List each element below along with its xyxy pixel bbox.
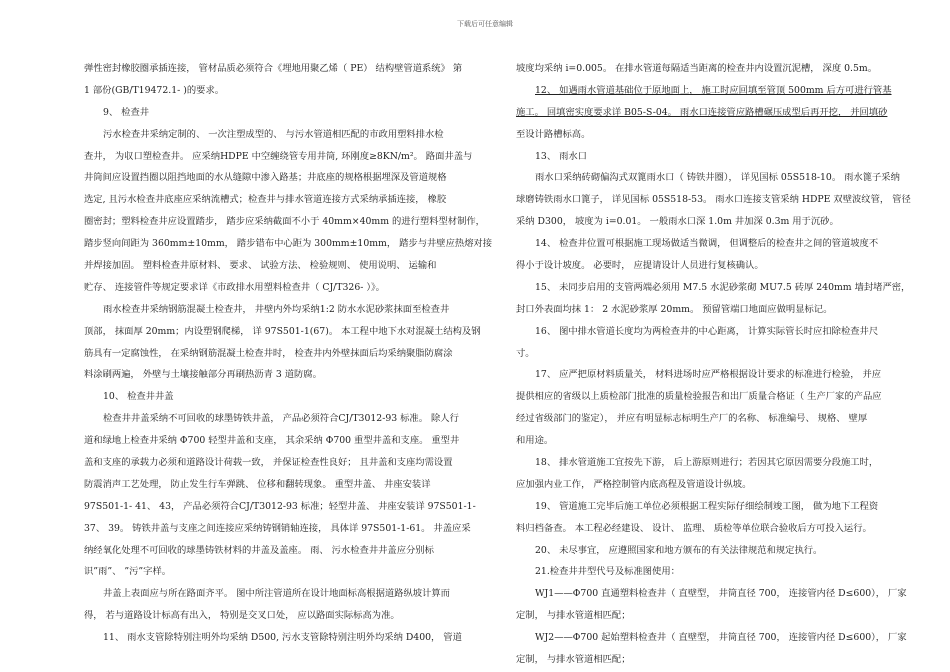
text-line: 得小于设计坡度。 必要时， 应提请设计人员进行复核确认。 <box>516 260 764 272</box>
text-line: 和用途。 <box>516 435 554 447</box>
text-line: 采纳 D300， 坡度为 i=0.01。 一般雨水口深 1.0m 井加深 0.3m 用于沉砂。 <box>516 216 839 228</box>
text-line: 37、 39。 铸铁井盖与支座之间连接应采纳铸钢销轴连接， 具体详 97S501-1-61。 井盖应采 <box>84 522 471 534</box>
text-line: 防震消声工艺处理， 防止发生行车弹跳、 位移和翻转现象。 重型井盖、 井座安装详 <box>84 478 431 490</box>
text-line: WJ1——Φ700 直通塑料检查井（ 直壁型， 井筒直径 700， 连接管内径 D≤600）， 厂家 <box>535 588 907 600</box>
text-line: 至设计路槽标高。 <box>516 128 591 140</box>
text-line: 15、 未同步启用的支管两端必须用 M7.5 水泥砂浆砌 MU7.5 砖厚 240mm 墙封堵严密， <box>535 281 911 293</box>
right-column <box>516 58 911 671</box>
text-line: 21.检查井井型代号及标准图使用： <box>535 566 680 578</box>
text-line: 球磨铸铁雨水口篦子， 详见国标 05S518-53。 雨水口连接支管采纳 HDPE 双壁波纹管， 管径 <box>516 194 911 206</box>
text-line: 1 部份(GB/T19472.1- )的要求。 <box>84 84 225 96</box>
text-line: 11、 雨水支管除特别注明外均采纳 D500, 污水支管除特别注明外均采纳 D400， 管道 <box>103 632 462 644</box>
text-line: 19、 管道施工完毕后施工单位必须根据工程实际仔细绘制竣工图， 做为地下工程资 <box>535 500 879 512</box>
text-line: 查井， 为収口塑检查井。 应采纳HDPE 中空缠绕管专用井筒, 环刚度≥8KN/m²。 路面井盖与 <box>84 150 473 162</box>
text-line: 97S501-1- 41、 43， 产品必须符合CJ/T3012-93 标准；轻型井盖、 井座安装详 97S501-1- <box>84 500 476 512</box>
text-line: 圈密封；塑料检查井应设置踏步， 踏步应采纳截面不小于 40mm×40mm 的进行塑料型材制作， <box>84 216 485 228</box>
text-line: 井盖上表面应与所在路面齐平。 图中所注管道所在设计地面标高根据道路纵坡计算而 <box>103 588 450 600</box>
header-note: 下载后可任意编辑 <box>457 20 513 28</box>
text-line: 17、 应严把原材料质量关， 材料进场时应严格根据设计要求的标准进行检验， 并应 <box>535 369 882 381</box>
text-line: 选定, 且污水检查井底座应采纳流槽式；检查井与排水管道连接方式采纳承插连接， 橡胶 <box>84 194 447 206</box>
text-line: 12、 如遇雨水管道基础位于原地面上， 施工时应回填至管顶 500mm 后方可进行管基 <box>535 84 892 96</box>
text-line: 提供相应的省级以上质检部门批准的质量检验报告和出厂质量合格证（ 生产厂家的产品应 <box>516 391 882 403</box>
text-line: 污水检查井采纳定制的、 一次注塑成型的、 与污水管道相匹配的市政用塑料排水检 <box>103 128 444 140</box>
text-line: 井筒间应设置挡圈以阻挡地面的水从缝隙中渗入路基；井底座的规格根据埋深及管道规格 <box>84 172 447 184</box>
text-line: 料归档备查。 本工程必经建设、 设计、 监理、 质检等单位联合验收后方可投入运行。 <box>516 522 872 534</box>
text-line: 13、 雨水口 <box>535 150 587 162</box>
text-line: 盖和支座的承载力必须和道路设计荷载一致， 并保证检查性良好； 且井盖和支座均需设置 <box>84 457 453 469</box>
text-line: 9、 检查井 <box>103 106 150 118</box>
text-line: 料涂刷两遍， 外壁与土壤接触部分再刷热沥青 3 道防腐。 <box>84 369 322 381</box>
text-line: 定制， 与排水管道相匹配； <box>516 610 631 622</box>
left-column <box>84 58 493 649</box>
text-line: 纳经氧化处理不可回收的球墨铸铁材料的井盖及盖座。 雨、 污水检查井井盖应分别标 <box>84 544 434 556</box>
text-line: 贮存、 连接管件等规定要求详《市政排水用塑料检查井（ CJ/T326- ）》。 <box>84 281 385 293</box>
text-line: 20、 未尽事宜， 应遵照国家和地方颁布的有关法律规范和规定执行。 <box>535 544 823 556</box>
text-line: 得， 若与道路设计标高有出入， 特别是交叉口处， 应以路面实际标高为准。 <box>84 610 400 622</box>
text-line: 寸。 <box>516 347 535 359</box>
text-line: 经过省级部门的鉴定）， 并应有明显标志标明生产厂的名称、 标准编号、 规格、 壁厚 <box>516 413 868 425</box>
text-line: 10、 检查井井盖 <box>103 391 174 403</box>
text-line: 顶部， 抹面厚 20mm；内设塑钢爬梯， 详 97S501-1(67)。 本工程中地下水对混凝土结构及钢 <box>84 325 481 337</box>
text-line: 16、 图中排水管道长度均为两检查井的中心距离， 计算实际管长时应扣除检查井尺 <box>535 325 879 337</box>
text-line: 18、 排水管道施工宜按先下游， 后上游原则进行；若因其它原因需要分段施工时， <box>535 457 879 469</box>
text-line: 坡度均采纳 i=0.005。 在排水管道每隔适当距离的检查井内设置沉泥槽， 深度 0.5m。 <box>516 63 878 74</box>
text-line: WJ2——Φ700 起始塑料检查井（ 直壁型， 井筒直径 700， 连接管内径 D≤600）， 厂家 <box>535 632 907 644</box>
text-line: 封口外表面均抹 1： 2 水泥砂浆厚 20mm。 预留管端口地面应做明显标记。 <box>516 303 833 315</box>
text-line: 识”雨”、 ”污”字样。 <box>84 566 172 578</box>
text-line: 并焊接加固。 塑料检查井原材料、 要求、 试验方法、 检验规则、 使用说明、 运输和 <box>84 260 437 272</box>
text-line: 施工。 回填密实度要求详 B05-S-04。 雨水口连接管应路槽碾压成型后再开挖， 并回填砂 <box>516 106 888 118</box>
text-line: 检查井井盖采纳不可回收的球墨铸铁井盖， 产品必须符合CJ/T3012-93 标准。 除人行 <box>103 413 459 425</box>
text-line: 应加强内业工作， 严格控制管内底高程及管道设计纵坡。 <box>516 478 752 490</box>
text-line: 雨水口采纳砖砌偏沟式双篦雨水口（ 铸铁井圈）， 详见国标 05S518-10。 雨水篦子采纳 <box>535 172 900 184</box>
text-line: 筋具有一定腐蚀性， 在采纳钢筋混凝土检查井时， 检查井内外壁抹面后均采纳聚脂防腐涂 <box>84 347 453 359</box>
text-line: 雨水检查井采纳钢筋混凝土检查井， 井壁内外均采纳1:2 防水水泥砂浆抹面至检查井 <box>103 303 450 315</box>
text-line: 道和绿地上检查井采纳 Φ700 轻型井盖和支座， 其余采纳 Φ700 重型井盖和支座。 重型井 <box>84 435 460 447</box>
text-line: 弹性密封橡胶圈承插连接， 管材品质必须符合《埋地用聚乙烯（ PE） 结构壁管道系统》 第 <box>84 63 463 74</box>
text-line: 定制， 与排水管道相匹配； <box>516 654 631 666</box>
text-line: 踏步竖向间距为 360mm±10mm， 踏步错布中心距为 300mm±10mm， 踏步与井壁应热熔对接 <box>84 238 493 250</box>
text-line: 14、 检查井位置可根据施工现场做适当微调， 但调整后的检查井之间的管道坡度不 <box>535 238 879 250</box>
